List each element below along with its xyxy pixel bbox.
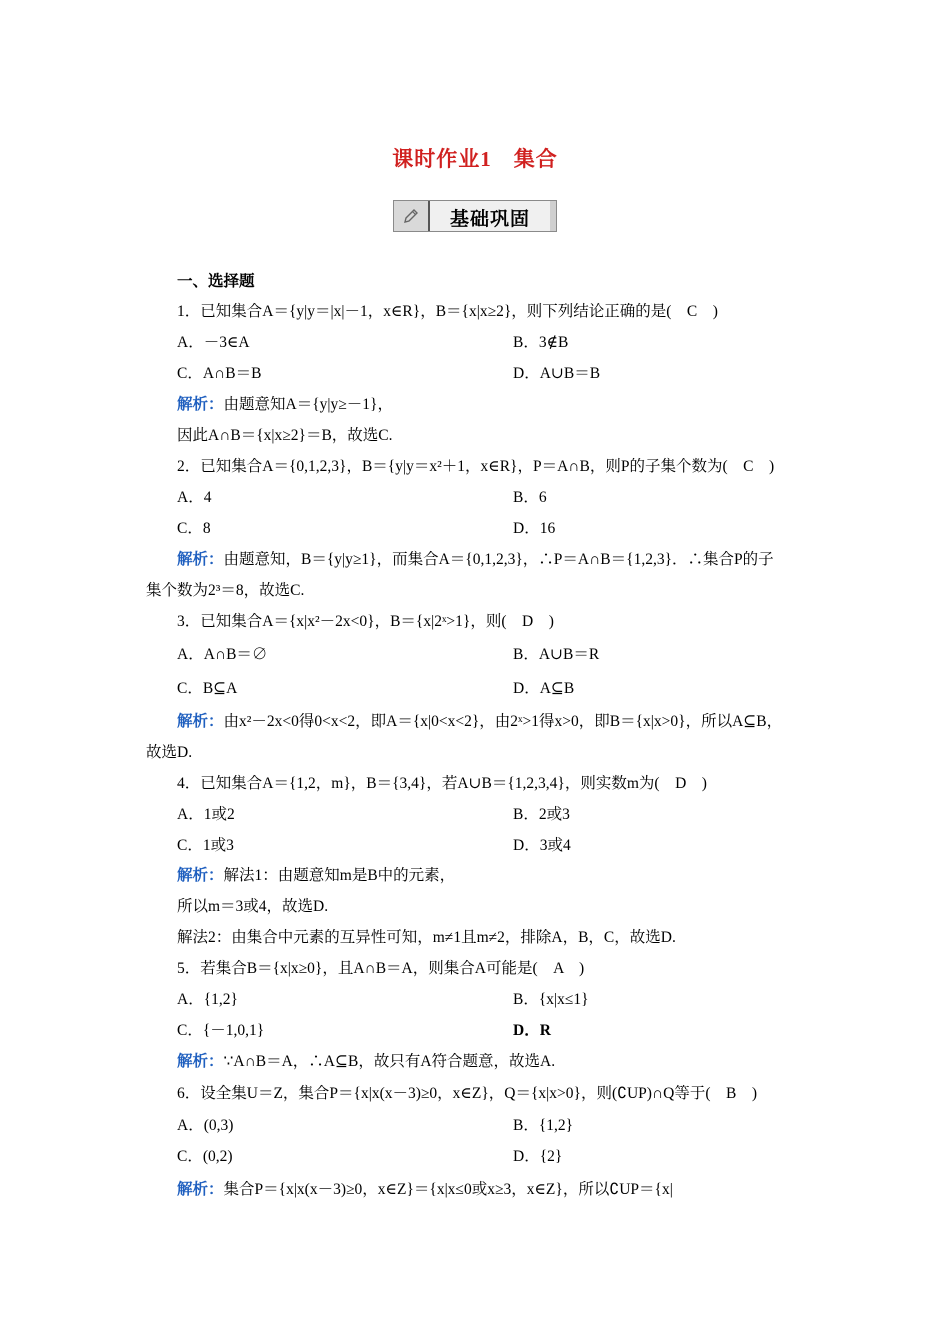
jiexi-label: 解析： (177, 551, 224, 568)
question-5: 5．若集合B＝{x|x≥0}，且A∩B＝A，则集合A可能是( A ) (177, 960, 585, 977)
badge-label: 基础巩固 (449, 209, 530, 230)
badge-icon-box (394, 201, 430, 231)
question-2: 2．已知集合A＝{0,1,2,3}，B＝{y|y＝x²＋1，x∈R}，P＝A∩B，则P的子集个数为( C ) (177, 458, 775, 475)
q4-option-b: B．2或3 (513, 806, 570, 823)
q6-solution-text: 集合P＝{x|x(x－3)≥0，x∈Z}＝{x|x≤0或x≥3，x∈Z}，所以∁UP＝{x| (223, 1181, 673, 1198)
jiexi-label: 解析： (177, 1053, 224, 1070)
q2-solution-2: 集个数为2³＝8，故选C. (146, 582, 305, 599)
pencil-icon (402, 207, 420, 225)
q5-option-d: D．R (513, 1022, 551, 1039)
question-6: 6．设全集U＝Z，集合P＝{x|x(x－3)≥0，x∈Z}，Q＝{x|x>0}，则(∁UP)∩Q等于( B ) (177, 1085, 758, 1102)
badge-edge (550, 201, 556, 231)
q4-solution-1 (177, 866, 455, 886)
q4-solution-text: 解法1：由题意知m是B中的元素， (223, 867, 456, 884)
q1-option-d: D．A∪B＝B (513, 365, 601, 382)
section-heading: 一、选择题 (177, 273, 255, 290)
q3-option-b: B．A∪B＝R (513, 646, 600, 663)
q2-solution-text: 由题意知，B＝{y|y≥1}，而集合A＝{0,1,2,3}，∴P＝A∩B＝{1,2,3}．∴集合P的子 (223, 551, 774, 568)
section-badge (393, 200, 557, 232)
q3-solution-1 (177, 712, 782, 732)
q1-solution-2: 因此A∩B＝{x|x≥2}＝B，故选C. (177, 427, 393, 444)
question-3: 3．已知集合A＝{x|x²－2x<0}，B＝{x|2ˣ>1}，则( D ) (177, 613, 554, 630)
q4-solution-2: 所以m＝3或4，故选D. (177, 898, 329, 915)
question-4: 4．已知集合A＝{1,2，m}，B＝{3,4}，若A∪B＝{1,2,3,4}，则实数m为( D ) (177, 775, 707, 792)
q6-solution-1 (177, 1180, 673, 1200)
q6-option-d: D．{2} (513, 1148, 563, 1165)
q1-option-a: A．－3∈A (177, 334, 250, 351)
q2-option-a: A．4 (177, 489, 212, 506)
page-title: 课时作业1 集合 (392, 147, 558, 171)
q5-option-b: B．{x|x≤1} (513, 991, 589, 1008)
q1-solution-1 (177, 395, 393, 415)
question-1: 1．已知集合A＝{y|y＝|x|－1，x∈R}，B＝{x|x≥2}，则下列结论正确的是( C ) (177, 303, 718, 320)
q5-option-c: C．{－1,0,1} (177, 1022, 265, 1039)
jiexi-label: 解析： (177, 867, 224, 884)
q4-option-d: D．3或4 (513, 837, 571, 854)
q3-option-d: D．A⊆B (513, 680, 575, 697)
q4-option-c: C．1或3 (177, 837, 234, 854)
q6-option-a: A．(0,3) (177, 1117, 234, 1134)
q1-option-c: C．A∩B＝B (177, 365, 262, 382)
q5-option-a: A．{1,2} (177, 991, 238, 1008)
q4-solution-3: 解法2：由集合中元素的互异性可知，m≠1且m≠2，排除A，B，C，故选D. (177, 929, 676, 946)
jiexi-label: 解析： (177, 713, 224, 730)
q2-solution-1 (177, 550, 774, 570)
q1-option-b: B．3∉B (513, 334, 569, 351)
q3-option-a: A．A∩B＝∅ (177, 646, 268, 663)
q5-solution-text: ∵A∩B＝A，∴A⊆B，故只有A符合题意，故选A. (223, 1053, 556, 1070)
jiexi-label: 解析： (177, 396, 224, 413)
q4-option-a: A．1或2 (177, 806, 235, 823)
q3-solution-2: 故选D. (146, 744, 193, 761)
q3-solution-text: 由x²－2x<0得0<x<2，即A＝{x|0<x<2}，由2ˣ>1得x>0，即B＝{x|x>0}，所以A⊆B， (223, 713, 783, 730)
q1-solution-text: 由题意知A＝{y|y≥－1}， (223, 396, 393, 413)
q2-option-c: C．8 (177, 520, 211, 537)
q2-option-d: D．16 (513, 520, 556, 537)
q6-option-c: C．(0,2) (177, 1148, 233, 1165)
q6-option-b: B．{1,2} (513, 1117, 574, 1134)
q5-solution-1 (177, 1052, 555, 1072)
q2-option-b: B．6 (513, 489, 547, 506)
jiexi-label: 解析： (177, 1181, 224, 1198)
q3-option-c: C．B⊆A (177, 680, 238, 697)
